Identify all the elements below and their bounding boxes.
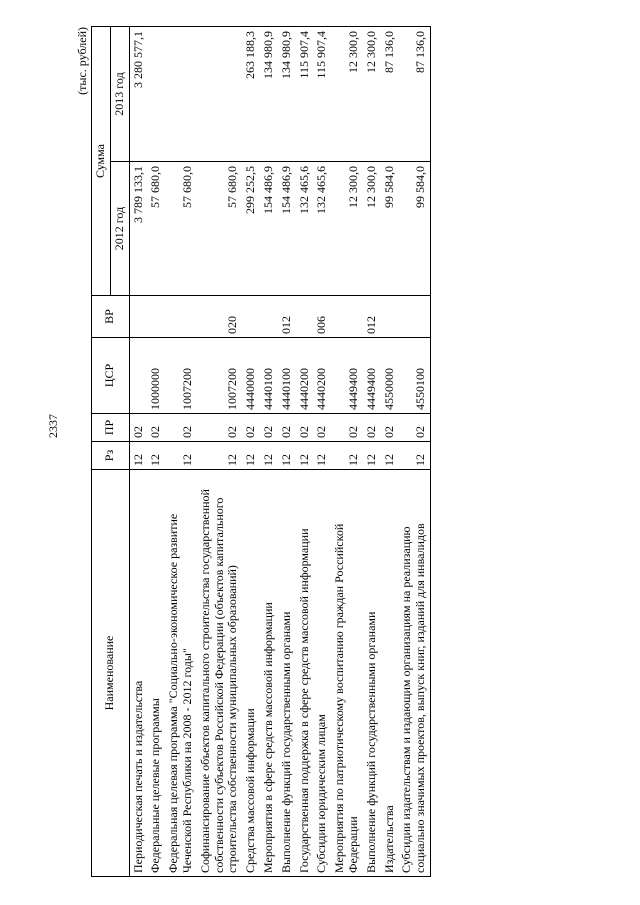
table-row [296,26,314,876]
row-vr: 012 [363,296,381,338]
row-pr: 02 [398,414,430,442]
row-pr: 02 [278,414,296,442]
row-pr: 02 [363,414,381,442]
row-csr: 4449400 [331,338,363,414]
row-rz: 12 [165,442,197,470]
row-sum-2013: 134 980,9 [260,26,278,161]
row-pr: 02 [313,414,331,442]
row-name: Государственная поддержка в сфере средств массовой информации [296,470,314,877]
row-csr: 4449400 [363,338,381,414]
row-name: Выполнение функций государственными органами [278,470,296,877]
row-csr: 4550100 [398,338,430,414]
row-name: Периодическая печать и издательства [129,470,147,877]
row-sum-2013: 87 136,0 [398,26,430,161]
row-vr [147,296,165,338]
row-sum-2013: 115 907,4 [313,26,331,161]
row-csr: 1000000 [147,338,165,414]
row-name: Федеральная целевая программа "Социально-экономическое развитие Чеченской Республики на 2008 - 2012 годы" [165,470,197,877]
row-rz: 12 [398,442,430,470]
table-row [165,26,197,876]
row-rz: 12 [129,442,147,470]
row-vr [260,296,278,338]
row-rz: 12 [197,442,242,470]
table-header [92,26,130,876]
row-rz: 12 [278,442,296,470]
header-rz: Рз [92,442,130,470]
row-csr: 4440200 [313,338,331,414]
row-sum-2013 [147,26,165,161]
row-name: Средства массовой информации [242,470,260,877]
table-row [331,26,363,876]
header-csr: ЦСР [92,338,130,414]
table-row [147,26,165,876]
row-name: Мероприятия по патриотическому воспитанию граждан Российской Федерации [331,470,363,877]
table-row [363,26,381,876]
row-rz: 12 [331,442,363,470]
row-sum-2012: 57 680,0 [147,162,165,296]
row-pr: 02 [260,414,278,442]
row-name: Издательства [381,470,399,877]
row-name: Софинансирование объектов капитального строительства государственной собственности субъектов Российской Федерации (объектов капитального строительства собственности муниципальных образований) [197,470,242,877]
row-csr: 1007200 [165,338,197,414]
row-vr: 006 [313,296,331,338]
row-sum-2013: 12 300,0 [363,26,381,161]
header-vr: ВР [92,296,130,338]
row-name: Федеральные целевые программы [147,470,165,877]
table-row [313,26,331,876]
row-sum-2013: 263 188,3 [242,26,260,161]
row-vr [165,296,197,338]
header-pr: ПР [92,414,130,442]
row-name: Субсидии издательствам и издающим организациям на реализацию социально значимых проектов, выпуск книг, изданий для инвалидов [398,470,430,877]
row-sum-2012: 132 465,6 [296,162,314,296]
header-year-2012: 2012 год [110,162,129,296]
row-pr: 02 [165,414,197,442]
row-rz: 12 [363,442,381,470]
row-vr [398,296,430,338]
row-sum-2012: 99 584,0 [381,162,399,296]
row-csr: 1007200 [197,338,242,414]
row-vr [381,296,399,338]
table-body [129,26,430,876]
row-pr: 02 [147,414,165,442]
row-sum-2012: 57 680,0 [165,162,197,296]
row-pr: 02 [331,414,363,442]
table-row [278,26,296,876]
row-csr: 4440200 [296,338,314,414]
row-pr: 02 [197,414,242,442]
row-sum-2012: 299 252,5 [242,162,260,296]
row-name: Субсидии юридическим лицам [313,470,331,877]
rotated-page-content [73,27,603,877]
row-rz: 12 [381,442,399,470]
row-csr: 4550000 [381,338,399,414]
header-year-2013: 2013 год [110,26,129,161]
row-sum-2012: 154 486,9 [278,162,296,296]
row-pr: 02 [296,414,314,442]
row-name: Мероприятия в сфере средств массовой информации [260,470,278,877]
row-rz: 12 [296,442,314,470]
row-csr: 4440100 [278,338,296,414]
row-csr [129,338,147,414]
table-row [242,26,260,876]
row-rz: 12 [147,442,165,470]
row-vr: 020 [197,296,242,338]
row-sum-2013 [197,26,242,161]
row-name: Выполнение функций государственными органами [363,470,381,877]
row-sum-2012: 3 789 133,1 [129,162,147,296]
row-sum-2012: 57 680,0 [197,162,242,296]
row-pr: 02 [381,414,399,442]
header-sum: Сумма [92,26,111,295]
row-sum-2012: 132 465,6 [313,162,331,296]
table-row [129,26,147,876]
row-vr: 012 [278,296,296,338]
row-sum-2012: 99 584,0 [398,162,430,296]
row-vr [331,296,363,338]
row-csr: 4440100 [260,338,278,414]
table-row [398,26,430,876]
row-vr [242,296,260,338]
row-vr [129,296,147,338]
row-csr: 4440000 [242,338,260,414]
table-row [381,26,399,876]
row-sum-2013: 87 136,0 [381,26,399,161]
row-sum-2013: 12 300,0 [331,26,363,161]
table-row [197,26,242,876]
row-pr: 02 [242,414,260,442]
page-number: 2337 [46,414,60,438]
row-sum-2012: 12 300,0 [331,162,363,296]
budget-table [91,26,431,877]
row-rz: 12 [242,442,260,470]
row-pr: 02 [129,414,147,442]
unit-note: (тыс. рублей) [75,27,89,95]
header-name: Наименование [92,470,130,877]
row-sum-2012: 154 486,9 [260,162,278,296]
row-sum-2013: 115 907,4 [296,26,314,161]
row-sum-2012: 12 300,0 [363,162,381,296]
row-rz: 12 [260,442,278,470]
row-sum-2013 [165,26,197,161]
row-rz: 12 [313,442,331,470]
table-row [260,26,278,876]
row-sum-2013: 134 980,9 [278,26,296,161]
row-sum-2013: 3 280 577,1 [129,26,147,161]
row-vr [296,296,314,338]
